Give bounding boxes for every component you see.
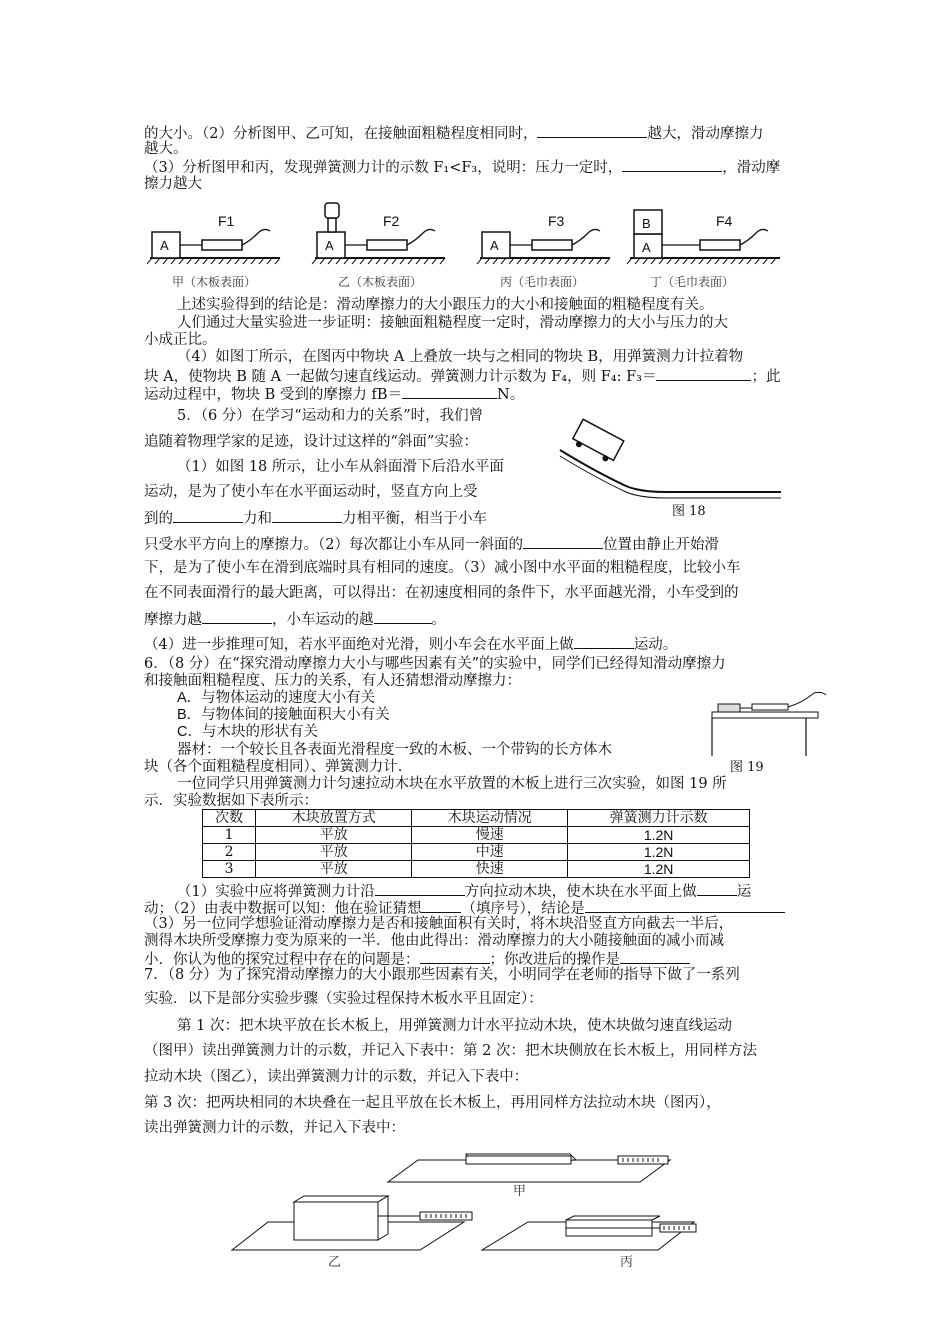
q4-line1: 的大小。（2）分析图甲、乙可知，在接触面粗糙程度相同时， 越大，滑动摩擦力 — [144, 123, 763, 143]
q5-line8: 在不同表面滑行的最大距离，可以得出：在初速度相同的条件下，水平面越光滑，小车受到的 — [144, 585, 739, 601]
caption-ding: 丁（毛巾表面） — [650, 275, 735, 289]
q4-conclusion-1: 上述实验得到的结论是：滑动摩擦力的大小跟压力的大小和接触面的粗糙程度有关。 — [177, 297, 714, 313]
blank[interactable] — [574, 634, 634, 649]
blank[interactable] — [375, 881, 465, 896]
q5-line9: 摩擦力越 ，小车运动的越 。 — [144, 609, 446, 629]
q6-option-c: C．与木块的形状有关 — [177, 724, 318, 740]
blank[interactable] — [620, 949, 690, 964]
table-figure — [710, 690, 830, 758]
q4-conclusion-3: 小成正比。 — [144, 332, 217, 348]
q5-line4: 运动，是为了使小车在水平面运动时，竖直方向上受 — [144, 484, 478, 500]
q6-desc-1: 一位同学只用弹簧测力计匀速拉动木块在水平放置的木板上进行三次实验，如图 19 所 — [177, 776, 727, 792]
table-row: 3 平放 快速 1.2N — [203, 861, 750, 878]
q7-line1: 7．（8 分）为了探究滑动摩擦力的大小跟那些因素有关，小明同学在老师的指导下做了一系列 — [144, 967, 740, 983]
svg-text:A: A — [160, 238, 169, 253]
table-row: 1 平放 慢速 1.2N — [203, 827, 750, 844]
q4-part4-line3: 运动过程中，物块 B 受到的摩擦力 fB＝ N。 — [144, 384, 524, 404]
q5-line3: （1）如图 18 所示，让小车从斜面滑下后沿水平面 — [177, 459, 504, 475]
blank[interactable] — [585, 898, 785, 913]
force-label-f4: F4 — [716, 213, 733, 229]
q4-part4-line2: 块 A，使物块 B 随 A 一起做匀速直线运动。弹簧测力计示数为 F₄，则 F₄: F₃＝ ；此 — [144, 366, 780, 386]
q7-line6: 第 3 次：把两块相同的木块叠在一起且平放在长木板上，再用同样方法拉动木块（图丙）， — [144, 1095, 721, 1111]
blank[interactable] — [420, 949, 490, 964]
q4-conclusion-2: 人们通过大量实验进一步证明：接触面粗糙程度一定时，滑动摩擦力的大小与压力的大 — [177, 315, 728, 331]
svg-text:A: A — [642, 240, 651, 255]
blank[interactable] — [173, 508, 243, 523]
blank[interactable] — [537, 123, 647, 138]
q7-line3: 第 1 次：把木块平放在长木板上，用弹簧测力计水平拉动木块，使木块做匀速直线运动 — [177, 1018, 732, 1034]
caption-jia: 甲（木板表面） — [172, 275, 257, 289]
q5-line5: 到的 力和 力相平衡，相当于小车 — [144, 508, 487, 528]
table-header-row — [203, 810, 750, 827]
table-header: 木块运动情况 — [412, 810, 568, 827]
q6-equipment-1: 器材：一个较长且各表面光滑程度一致的木板、一个带钩的长方体木 — [177, 742, 612, 758]
q6-option-a: A．与物体运动的速度大小有关 — [177, 690, 376, 706]
blank[interactable] — [421, 898, 461, 913]
blank[interactable] — [272, 508, 342, 523]
table-header: 次数 — [203, 810, 256, 827]
q7-line7: 读出弹簧测力计的示数，并记入下表中： — [144, 1120, 405, 1136]
caption-bing: 丙（毛巾表面） — [500, 275, 585, 289]
blank[interactable] — [374, 609, 432, 624]
q4-part4-line1: （4）如图丁所示，在图丙中物块 A 上叠放一块与之相同的物块 B，用弹簧测力计拉着物 — [177, 349, 744, 365]
caption-jia: 甲 — [513, 1184, 527, 1199]
blank[interactable] — [622, 157, 722, 172]
caption-yi: 乙（木板表面） — [338, 275, 423, 289]
table-header: 木块放置方式 — [256, 810, 412, 827]
q4-line2: 越大。 — [144, 141, 188, 157]
q6-desc-2: 示．实验数据如下表所示： — [144, 793, 318, 809]
data-table — [202, 809, 750, 878]
blank[interactable] — [656, 366, 751, 381]
q5-line6: 只受水平方向上的摩擦力。（2）每次都让小车从同一斜面的 位置由静止开始滑 — [144, 534, 719, 554]
force-label-f2: F2 — [383, 213, 400, 229]
incline-figure — [556, 410, 786, 506]
blank[interactable] — [697, 881, 737, 896]
svg-text:B: B — [642, 216, 651, 231]
q6-answer-4: 测得木块所受摩擦力变为原来的一半．他由此得出：滑动摩擦力的大小随接触面的减小而减 — [144, 933, 724, 949]
caption-bing: 丙 — [620, 1255, 634, 1270]
q5-line10: （4）进一步推理可知，若水平面绝对光滑，则小车会在水平面上做 运动。 — [144, 634, 677, 654]
blank[interactable] — [202, 609, 272, 624]
q4-line3: （3）分析图甲和丙，发现弹簧测力计的示数 F₁<F₃，说明：压力一定时， ，滑动摩 — [144, 157, 780, 177]
figure-18-caption: 图 18 — [672, 504, 706, 519]
board-figures — [228, 1150, 698, 1270]
q6-line2: 和接触面粗糙程度、压力的关系，有人还猜想滑动摩擦力： — [144, 673, 521, 689]
q5-line7: 下，是为了使小车在滑到底端时具有相同的速度。（3）减小图中水平面的粗糙程度，比较小车 — [144, 560, 741, 576]
force-label-f1: F1 — [218, 213, 235, 229]
friction-figures — [140, 198, 800, 296]
table-header: 弹簧测力计示数 — [568, 810, 750, 827]
svg-text:A: A — [325, 238, 334, 253]
blank[interactable] — [402, 384, 497, 399]
q5-line2: 追随着物理学家的足迹，设计过这样的“斜面”实验： — [144, 434, 478, 450]
q6-answer-5: 小．你认为他的探究过程中存在的问题是： ；你改进后的操作是 — [144, 949, 690, 969]
q6-equipment-2: 块（各个面粗糙程度相同）、弹簧测力计. — [144, 759, 403, 775]
q6-answer-1: （1）实验中应将弹簧测力计沿 方向拉动木块，使木块在水平面上做 运 — [177, 881, 751, 901]
q5-line1: 5．（6 分）在学习“运动和力的关系”时，我们曾 — [177, 408, 484, 424]
q7-line4: （图甲）读出弹簧测力计的示数，并记入下表中：第 2 次：把木块侧放在长木板上，用同样方法 — [144, 1043, 757, 1059]
blank[interactable] — [523, 534, 603, 549]
q6-answer-2: 动；（2）由表中数据可以知：他在验证猜想 （填序号），结论是 — [144, 898, 785, 918]
figure-19-caption: 图 19 — [730, 760, 764, 775]
q6-option-b: B．与物体间的接触面积大小有关 — [177, 707, 390, 723]
q4-line4: 擦力越大 — [144, 176, 202, 192]
table-row: 2 平放 中速 1.2N — [203, 844, 750, 861]
q7-line2: 实验．以下是部分实验步骤（实验过程保持木板水平且固定）： — [144, 991, 543, 1007]
q6-line1: 6．（8 分）在“探究滑动摩擦力大小与哪些因素有关”的实验中，同学们已经得知滑动摩擦力 — [144, 656, 726, 672]
q7-line5: 拉动木块（图乙），读出弹簧测力计的示数，并记入下表中： — [144, 1069, 529, 1085]
svg-text:A: A — [490, 238, 499, 253]
force-label-f3: F3 — [548, 213, 565, 229]
q6-answer-3: （3）另一位同学想验证滑动摩擦力是否和接触面积有关时，将木块沿竖直方向截去一半后， — [144, 916, 734, 932]
caption-yi: 乙 — [328, 1255, 342, 1270]
